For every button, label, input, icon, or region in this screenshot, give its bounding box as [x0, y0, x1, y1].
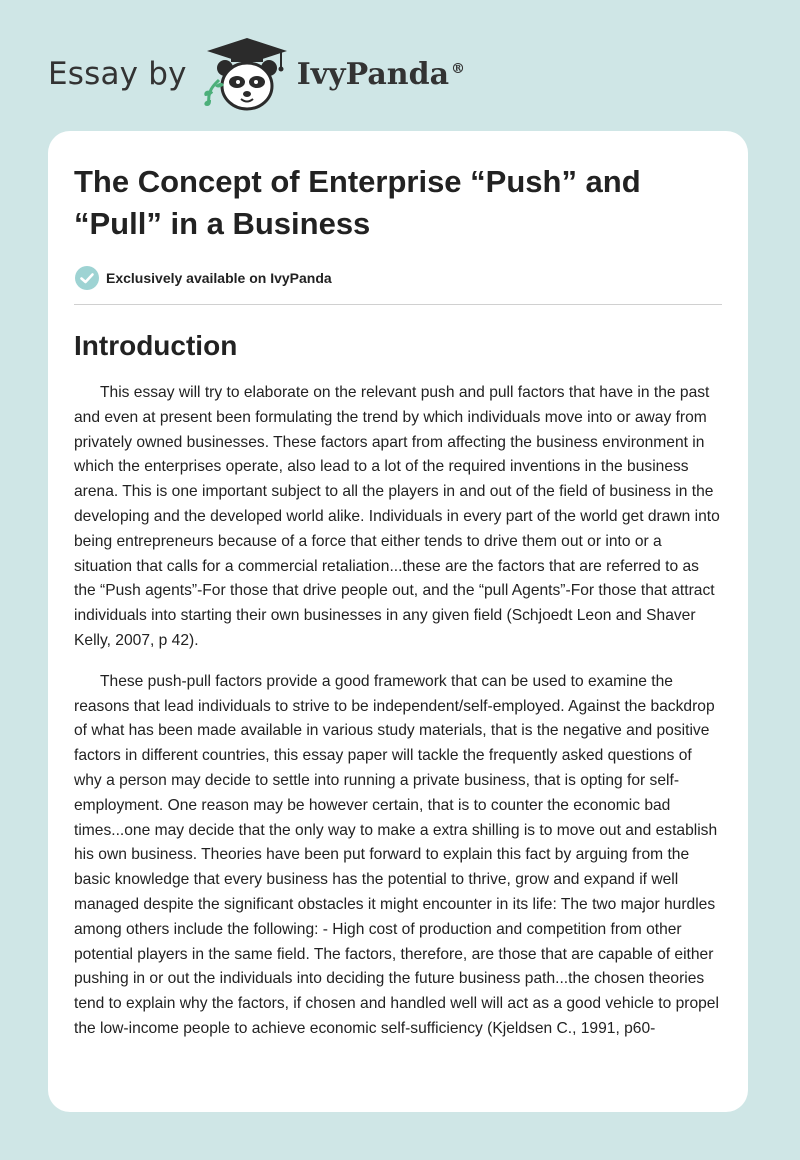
- ivypanda-brand-name[interactable]: [297, 57, 465, 92]
- brand-name-text: IvyPanda: [296, 56, 450, 92]
- divider: [74, 304, 722, 305]
- site-header: [48, 34, 465, 114]
- panda-graduate-icon[interactable]: [201, 34, 293, 114]
- essay-card: [48, 131, 748, 1112]
- essay-title: The Concept of Enterprise “Push” and “Pull” in a Business: [74, 164, 641, 241]
- registered-mark: ®: [451, 60, 466, 77]
- exclusive-badge: [74, 265, 722, 291]
- paragraph: This essay will try to elaborate on the relevant push and pull factors that have in the past and even at present been formulating the trend by which individuals move into or away from privately owned businesses. These factors apart from affecting the business environment in which the enterprises operate, also lead to a lot of the required inventions in the business arena. This is one important subject to all the players in and out of the field of business in the developing and the developed world alike. Individuals in every part of the world get drawn into being entrepreneurs because of a force that either tends to drive them out or into or a situation that calls for a commercial retaliation...these are the factors that are referred to as the “Push agents”-For those that drive people out, and the “pull Agents”-For those that attract individuals into starting their own businesses in any given field (Schjoedt Leon and Shaver Kelly, 2007, p 42).: [74, 384, 720, 649]
- paragraph: These push-pull factors provide a good framework that can be used to examine the reasons that lead individuals to strive to be independent/self-employed. Against the backdrop of what has been made available in various study materials, that is the negative and positive factors in different countries, this essay paper will tackle the frequently asked questions of why a person may decide to settle into running a private business, that is opting for self-employment. One reason may be however certain, that is to counter the economic bad times...one may decide that the only way to make a extra shilling is to move out and establish his own business. Theories have been put forward to explain this fact by arguing from the basic knowledge that every business has the potential to thrive, grow and expand if well managed despite the significant obstacles it might encounter in its life: The two major hurdles among others include the following: - High cost of production and competition from other potential players in the same field. The factors, therefore, are those that are capable of either pushing in or out the individuals into deciding the future business path...the chosen theories tend to explain why the factors, if chosen and handled well will act as a good vehicle to propel the low-income people to achieve economic self-sufficiency (Kjeldsen C., 1991, p60-: [74, 672, 719, 1037]
- essay-content: [74, 161, 722, 1042]
- exclusive-badge-label: Exclusively available on IvyPanda: [106, 270, 332, 286]
- essay-by-label: Essay by: [48, 56, 187, 92]
- section-heading: Introduction: [74, 330, 238, 361]
- check-circle-icon: [74, 265, 100, 291]
